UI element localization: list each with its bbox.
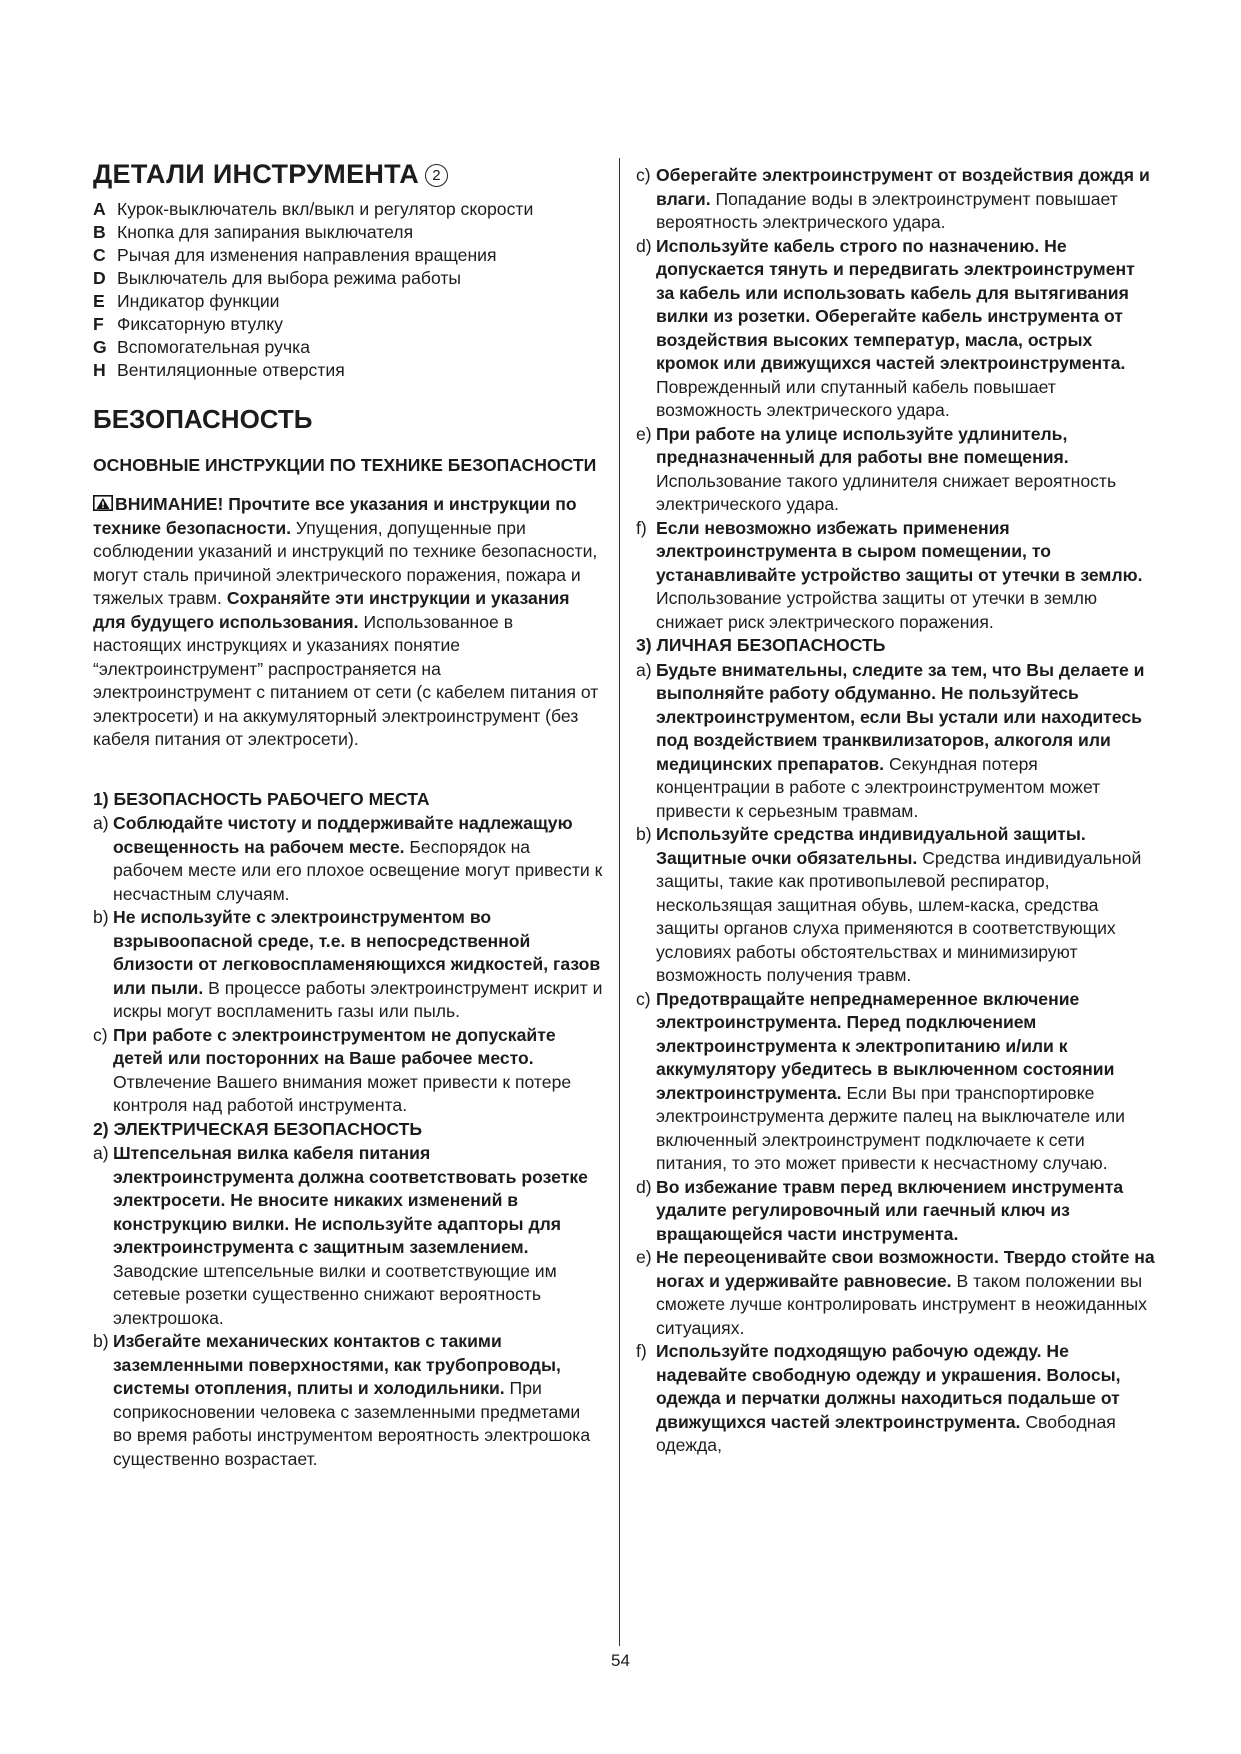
part-item [93,359,603,383]
item-text: Отвлечение Вашего внимания может привести к потере контроля над работой инструмента. [113,1071,572,1115]
item-bold-text: Будьте внимательны, следите за тем, что Вы делаете и выполняйте работу обдуманно. Не пользуйтесь электроинструментом, если Вы устали или находитесь под воздействием транквилизаторов, алкоголя или медицинских препаратов. [656,659,1145,774]
instruction-item [93,1330,603,1471]
column-divider [619,158,620,1646]
item-text: Поврежденный или спутанный кабель повышает возможность электрического удара. [656,376,1056,420]
item-label: d) [636,1176,652,1197]
item-label: a) [636,659,652,680]
section-2-heading: 2) ЭЛЕКТРИЧЕСКАЯ БЕЗОПАСНОСТЬ [93,1118,423,1139]
item-bold-text: Не используйте с электроинструментом во взрывоопасной среде, т.е. в непосредственной близости от легковоспламеняющихся жидкостей, газов или пыли. [113,907,601,998]
item-label: a) [93,813,109,833]
item-label: e) [636,1247,652,1267]
part-text: Рычая для изменения направления вращения [117,245,497,265]
section-1-heading: 1) БЕЗОПАСНОСТЬ РАБОЧЕГО МЕСТА [93,788,430,809]
warning-bold: ВНИМАНИЕ! Прочтите все указания и инструкции по технике безопасности. [93,494,577,538]
item-bold-text: Не переоценивайте свои возможности. Твердо стойте на ногах и удерживайте равновесие. [656,1247,1155,1291]
item-label: f) [636,1341,647,1361]
part-item [93,244,603,268]
left-column [93,158,603,1471]
part-item [93,336,603,360]
item-text: Использование устройства защиты от утечки в землю снижает риск электрического поражения. [656,588,1098,632]
item-text: Свободная одежда, [656,1411,1116,1455]
item-bold-text: Если невозможно избежать применения электроинструмента в сыром помещении, то устанавливайте устройство защиты от утечки в землю. [656,517,1143,585]
part-item [93,267,603,291]
item-label: c) [93,1024,108,1045]
item-bold-text: Избегайте механических контактов с такими заземленными поверхностями, как трубопроводы, системы отопления, плиты и холодильники. [113,1331,561,1398]
item-label: e) [636,423,652,444]
instruction-item [636,1176,1156,1247]
instruction-item [636,823,1156,988]
section-3-list [636,659,1156,1458]
instruction-item [636,164,1156,235]
item-bold-text: При работе на улице используйте удлинитель, предназначенный для работы вне помещения. [656,423,1069,467]
item-bold-text: Оберегайте электроинструмент от воздействия дождя и влаги. [656,165,1150,209]
part-item [93,198,603,222]
item-label: c) [636,165,651,185]
item-text: Заводские штепсельные вилки и соответствующие им сетевые розетки существенно снижают вероятность электрошока. [113,1260,557,1328]
item-bold-text: Используйте средства индивидуальной защиты. Защитные очки обязательны. [656,824,1086,868]
section-2-continued-list [636,164,1156,634]
item-bold-text: Соблюдайте чистоту и поддерживайте надлежащую освещенность на рабочем месте. [113,813,573,857]
instruction-item [93,1024,603,1118]
section-2-list [93,1142,603,1471]
page-number: 54 [611,1651,630,1670]
part-key: H [93,360,106,380]
part-item [93,221,603,245]
instruction-item [636,1340,1156,1458]
part-text: Индикатор функции [117,291,280,311]
item-label: f) [636,517,647,538]
instruction-item [93,906,603,1024]
part-text: Курок-выключатель вкл/выкл и регулятор скорости [117,199,534,219]
part-key: A [93,199,106,219]
instruction-item [636,988,1156,1176]
instruction-item [636,423,1156,517]
item-label: b) [93,907,109,927]
instruction-item [93,812,603,906]
part-key: B [93,222,106,242]
item-label: b) [93,1331,109,1351]
item-text: Использование такого удлинителя снижает вероятность электрического удара. [656,470,1117,514]
item-bold-text: При работе с электроинструментом не допускайте детей или посторонних на Ваше рабочее место. [113,1024,556,1068]
item-label: d) [636,235,652,256]
item-text: Беспорядок на рабочем месте или его плохое освещение могут привести к несчастным случаям. [113,836,603,904]
right-column [636,164,1156,1458]
part-key: C [93,245,106,265]
item-label: a) [93,1143,109,1163]
part-text: Фиксаторную втулку [117,314,283,334]
item-bold-text: Используйте кабель строго по назначению. Не допускается тянуть и передвигать электроинструмент за кабель или использовать кабель для вытягивания вилки из розетки. Оберегайте кабель инструмента от воздействия высоких температур, масла, острых кромок или движущихся частей электроинструмента. [656,235,1135,373]
item-label: b) [636,824,652,844]
item-text: В таком положении вы сможете лучше контролировать инструмент в неожиданных ситуациях. [656,1270,1147,1338]
item-bold-text: Во избежание травм перед включением инструмента удалите регулировочный или гаечный ключ из вращающейся части инструмента. [656,1176,1124,1244]
section-3-heading: 3) ЛИЧНАЯ БЕЗОПАСНОСТЬ [636,635,886,655]
item-bold-text: Используйте подходящую рабочую одежду. Не надевайте свободную одежду и украшения. Волосы, одежда и перчатки должны находиться подальше от движущихся частей электроинструмента. [656,1341,1121,1432]
item-text: При соприкосновении человека с заземленными предметами во время работы инструментом вероятность электрошока существенно возрастает. [113,1378,591,1469]
part-item [93,313,603,337]
instruction-item [93,1142,603,1330]
figure-number-badge: 2 [425,164,448,187]
keep-text: Использованное в настоящих инструкциях и указаниях понятие “электроинструмент” распространяется на электроинструмент с питанием от сети (с кабелем питания от электросети) и на аккумуляторный электроинструмент (без кабеля питания от электросети). [93,611,599,749]
part-key: F [93,314,104,334]
instruction-item [636,517,1156,635]
instruction-item [636,235,1156,423]
warning-text: Упущения, допущенные при соблюдении указаний и инструкций по технике безопасности, могут сталь причиной электрического поражения, пожара и тяжелых травм. [93,517,598,608]
item-bold-text: Предотвращайте непреднамеренное включение электроинструмента. Перед подключением электроинструмента к электропитанию и/или к аккумулятору убедитесь в выключенном состоянии электроинструмента. [656,988,1115,1103]
item-label: c) [636,988,651,1009]
warning-paragraph [93,493,603,752]
instruction-item [636,1246,1156,1340]
item-text: В процессе работы электроинструмент искрит и искры могут воспламенить газы или пыль. [113,977,603,1021]
item-text: Попадание воды в электроинструмент повышает вероятность электрического удара. [656,188,1118,232]
item-bold-text: Штепсельная вилка кабеля питания электроинструмента должна соответствовать розетке электросети. Не вносите никаких изменений в конструкцию вилки. Не используйте адапторы для электроинструмента с защитным заземлением. [113,1143,588,1257]
safety-heading: БЕЗОПАСНОСТЬ [93,404,313,434]
part-text: Вентиляционные отверстия [117,360,345,380]
warning-icon [93,495,113,511]
part-key: E [93,291,105,311]
instruction-item [636,659,1156,824]
part-text: Вспомогательная ручка [117,337,310,357]
part-item [93,290,603,314]
part-text: Кнопка для запирания выключателя [117,222,414,242]
part-key: G [93,337,107,357]
part-key: D [93,268,106,288]
parts-heading: ДЕТАЛИ ИНСТРУМЕНТА 2 [93,158,603,190]
item-text: Если Вы при транспортировке электроинструмента держите палец на выключателе или включенный электроинструмент подключаете к сети питания, то это может привести к несчастному случаю. [656,1082,1126,1173]
parts-list [93,198,603,383]
basic-instructions-heading: ОСНОВНЫЕ ИНСТРУКЦИИ ПО ТЕХНИКЕ БЕЗОПАСНОСТИ [93,455,597,475]
item-text: Средства индивидуальной защиты, такие как противопылевой респиратор, нескользящая защитная обувь, шлем-каска, средства защиты органов слуха применяются в соответствующих условиях работы обстоятельствах и минимизируют возможность получения травм. [656,847,1142,985]
item-text: Секундная потеря концентрации в работе с электроинструментом может привести к серьезным травмам. [656,753,1101,821]
section-1-list [93,812,603,1118]
keep-bold: Сохраняйте эти инструкции и указания для будущего использования. [93,588,570,632]
part-text: Выключатель для выбора режима работы [117,268,462,288]
